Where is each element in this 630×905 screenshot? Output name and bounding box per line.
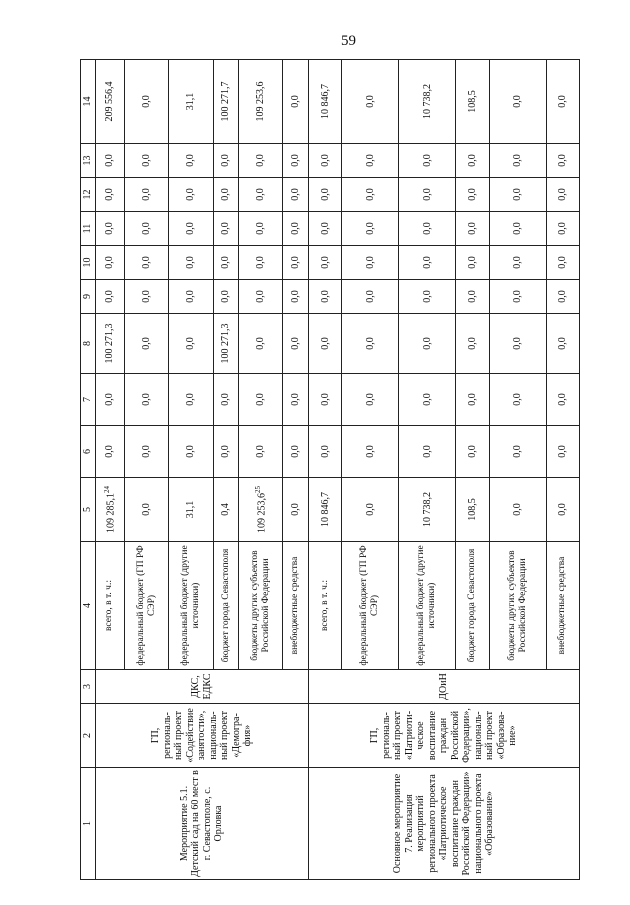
value-text: 0,0 [141, 256, 153, 269]
value-text: 0,0 [255, 337, 267, 350]
footnote-marker: 25 [253, 486, 262, 493]
value-text: 0,0 [557, 445, 569, 458]
value-text: 0,0 [364, 188, 376, 201]
value-cell-col-7 [125, 374, 169, 426]
value-cell-col-11 [239, 212, 283, 246]
value-text: 0,0 [141, 337, 153, 350]
value-text: 0,0 [511, 290, 523, 303]
value-cell-col-11 [95, 212, 125, 246]
value-cell-col-9 [546, 280, 579, 314]
column-number-row [81, 60, 96, 880]
value-cell-col-11 [456, 212, 489, 246]
value-cell-col-8 [546, 314, 579, 374]
value-cell-col-13 [546, 144, 579, 178]
value-cell-col-10 [125, 246, 169, 280]
value-text: 0,0 [421, 222, 433, 235]
value-cell-col-11 [169, 212, 213, 246]
value-text: 109 253,6 [256, 493, 268, 533]
value-cell-col-14 [399, 60, 456, 144]
value-cell-col-7 [169, 374, 213, 426]
value-text: 0,0 [364, 222, 376, 235]
value-cell-col-10 [342, 246, 399, 280]
value-text: 0,0 [466, 393, 478, 406]
value-cell-col-11 [342, 212, 399, 246]
value-cell-col-5 [309, 478, 342, 542]
value-text: 108,5 [466, 90, 478, 113]
funding-source-cell: внебюджетные средства [283, 542, 309, 670]
value-text: 0,0 [290, 256, 302, 269]
value-text: 0,0 [185, 188, 197, 201]
value-text: 0,0 [141, 154, 153, 167]
value-cell-col-7 [546, 374, 579, 426]
value-cell-col-6 [95, 426, 125, 478]
value-text: 0,0 [255, 188, 267, 201]
value-text: 0,0 [141, 503, 153, 516]
column-number-12: 12 [81, 178, 96, 212]
value-cell-col-14 [546, 60, 579, 144]
funding-source-cell: федеральный бюджет (ГП РФ СЭР) [125, 542, 169, 670]
value-cell-col-6 [239, 426, 283, 478]
value-text: 0,0 [220, 188, 232, 201]
value-text: 0,0 [220, 154, 232, 167]
value-text: 100 271,7 [220, 81, 232, 122]
value-cell-col-9 [309, 280, 342, 314]
value-cell-col-6 [456, 426, 489, 478]
value-text: 0,0 [511, 393, 523, 406]
rotated-table-frame [80, 60, 580, 880]
value-text: 209 556,4 [104, 81, 116, 122]
value-cell-col-5 [342, 478, 399, 542]
value-text: 0,0 [364, 290, 376, 303]
value-cell-col-9 [169, 280, 213, 314]
value-text: 0,0 [185, 256, 197, 269]
value-cell-col-12 [309, 178, 342, 212]
value-cell-col-5 [213, 478, 239, 542]
funding-source-cell: федеральный бюджет (другие источники) [169, 542, 213, 670]
funding-source-cell: всего, в т. ч.: [95, 542, 125, 670]
value-cell-col-6 [546, 426, 579, 478]
value-text: 0,0 [255, 290, 267, 303]
value-text: 0,0 [421, 445, 433, 458]
value-text: 0,0 [185, 445, 197, 458]
value-text: 0,0 [141, 188, 153, 201]
value-cell-col-13 [239, 144, 283, 178]
value-cell-col-14 [342, 60, 399, 144]
column-number-5: 5 [81, 478, 96, 542]
executor-cell: ДКС, ЕДКС [95, 670, 309, 704]
value-cell-col-14 [489, 60, 546, 144]
column-number-14: 14 [81, 60, 96, 144]
value-text: 0,0 [421, 393, 433, 406]
value-text: 31,1 [185, 500, 197, 519]
funding-source-cell: бюджет города Севастополя [456, 542, 489, 670]
value-text: 0,0 [319, 445, 331, 458]
value-text: 0,0 [255, 393, 267, 406]
value-text: 0,0 [220, 445, 232, 458]
value-cell-col-10 [489, 246, 546, 280]
value-text: 0,0 [557, 95, 569, 108]
value-text: 0,0 [466, 188, 478, 201]
value-cell-col-12 [546, 178, 579, 212]
funding-source-cell: федеральный бюджет (ГП РФ СЭР) [342, 542, 399, 670]
value-cell-col-12 [489, 178, 546, 212]
value-cell-col-10 [95, 246, 125, 280]
value-cell-col-5 [169, 478, 213, 542]
value-cell-col-12 [95, 178, 125, 212]
value-cell-col-10 [399, 246, 456, 280]
value-text: 0,0 [290, 290, 302, 303]
value-text: 0,0 [104, 256, 116, 269]
value-text: 100 271,3 [220, 323, 232, 364]
value-text: 0,0 [364, 154, 376, 167]
value-cell-col-8 [456, 314, 489, 374]
value-text: 0,0 [466, 445, 478, 458]
value-cell-col-5 [489, 478, 546, 542]
value-cell-col-7 [399, 374, 456, 426]
table-container [80, 60, 580, 880]
value-cell-col-12 [342, 178, 399, 212]
funding-source-cell: федеральный бюджет (другие источники) [399, 542, 456, 670]
value-text: 0,0 [557, 393, 569, 406]
value-cell-col-6 [169, 426, 213, 478]
value-cell-col-5 [546, 478, 579, 542]
value-cell-col-12 [239, 178, 283, 212]
value-text: 0,0 [466, 290, 478, 303]
value-text: 10 738,2 [421, 84, 433, 119]
value-cell-col-7 [239, 374, 283, 426]
value-text: 0,0 [319, 256, 331, 269]
funding-source-cell: всего, в т. ч.: [309, 542, 342, 670]
value-cell-col-14 [125, 60, 169, 144]
value-cell-col-11 [546, 212, 579, 246]
value-text: 0,0 [511, 188, 523, 201]
value-cell-col-7 [309, 374, 342, 426]
value-text: 0,0 [557, 188, 569, 201]
value-text: 0,0 [290, 503, 302, 516]
value-text: 0,0 [466, 256, 478, 269]
value-text: 0,0 [421, 188, 433, 201]
value-cell-col-13 [399, 144, 456, 178]
funding-source-cell: бюджет города Севастополя [213, 542, 239, 670]
value-cell-col-7 [283, 374, 309, 426]
event-cell: Основное мероприятие 7. Реализация мероприятий регионального проекта «Патриотическое воспитание граждан Российской Федерации» национального проекта «Образование» [309, 768, 580, 880]
value-text: 0,0 [511, 154, 523, 167]
column-number-10: 10 [81, 246, 96, 280]
financing-table [80, 59, 580, 880]
value-cell-col-13 [125, 144, 169, 178]
value-text: 0,0 [557, 154, 569, 167]
value-cell-col-9 [342, 280, 399, 314]
value-text: 0,0 [364, 95, 376, 108]
value-cell-col-13 [309, 144, 342, 178]
value-text: 0,0 [557, 222, 569, 235]
value-cell-col-11 [489, 212, 546, 246]
value-cell-col-8 [213, 314, 239, 374]
value-text: 0,0 [364, 337, 376, 350]
value-cell-col-6 [342, 426, 399, 478]
value-text: 0,0 [185, 222, 197, 235]
value-cell-col-8 [489, 314, 546, 374]
value-text: 0,0 [104, 188, 116, 201]
value-text: 0,0 [511, 256, 523, 269]
value-text: 0,0 [255, 256, 267, 269]
value-cell-col-9 [399, 280, 456, 314]
program-cell: ГП, региональ-ный проект «Патриоти-ческое воспитание граждан Российской Федерации», националь-ный проект «Образова-ние» [309, 704, 580, 768]
value-text: 0,0 [290, 95, 302, 108]
value-cell-col-10 [456, 246, 489, 280]
event-cell: Мероприятие 5.1. Детский сад на 60 мест в г. Севастополе, с. Орловка [95, 768, 309, 880]
value-cell-col-11 [309, 212, 342, 246]
value-cell-col-8 [95, 314, 125, 374]
value-cell-col-6 [309, 426, 342, 478]
value-text: 0,0 [557, 256, 569, 269]
value-cell-col-10 [239, 246, 283, 280]
value-cell-col-7 [489, 374, 546, 426]
value-cell-col-8 [399, 314, 456, 374]
value-text: 0,0 [466, 222, 478, 235]
value-text: 109 253,6 [255, 81, 267, 122]
value-text: 0,0 [185, 154, 197, 167]
value-cell-col-6 [399, 426, 456, 478]
value-cell-col-13 [283, 144, 309, 178]
value-text: 10 738,2 [421, 492, 433, 527]
value-cell-col-12 [169, 178, 213, 212]
value-cell-col-10 [283, 246, 309, 280]
value-text: 0,0 [466, 154, 478, 167]
value-text: 0,0 [319, 393, 331, 406]
page-number: 59 [341, 33, 356, 49]
column-number-13: 13 [81, 144, 96, 178]
value-cell-col-9 [239, 280, 283, 314]
value-cell-col-11 [399, 212, 456, 246]
value-cell-col-12 [213, 178, 239, 212]
column-number-4: 4 [81, 542, 96, 670]
value-text: 0,0 [290, 188, 302, 201]
value-cell-col-14 [213, 60, 239, 144]
value-cell-col-5 [399, 478, 456, 542]
value-cell-col-14 [239, 60, 283, 144]
value-cell-col-12 [125, 178, 169, 212]
value-text: 10 846,7 [319, 84, 331, 119]
table-row [95, 60, 125, 880]
value-cell-col-9 [456, 280, 489, 314]
value-text: 0,0 [290, 393, 302, 406]
value-text: 0,0 [364, 256, 376, 269]
value-cell-col-7 [456, 374, 489, 426]
value-cell-col-12 [399, 178, 456, 212]
value-text: 0,0 [290, 445, 302, 458]
funding-source-cell: внебюджетные средства [546, 542, 579, 670]
value-cell-col-8 [309, 314, 342, 374]
value-text: 0,4 [220, 503, 232, 516]
value-text: 0,0 [290, 154, 302, 167]
value-text: 0,0 [104, 290, 116, 303]
value-text: 0,0 [319, 290, 331, 303]
value-text: 0,0 [511, 445, 523, 458]
value-text: 0,0 [421, 256, 433, 269]
value-cell-col-6 [213, 426, 239, 478]
value-cell-col-14 [169, 60, 213, 144]
value-cell-col-5 [125, 478, 169, 542]
value-cell-col-8 [239, 314, 283, 374]
column-number-6: 6 [81, 426, 96, 478]
table-row [309, 60, 342, 880]
value-cell-col-10 [546, 246, 579, 280]
value-text: 0,0 [104, 222, 116, 235]
value-text: 0,0 [364, 445, 376, 458]
value-cell-col-10 [169, 246, 213, 280]
value-cell-col-5 [456, 478, 489, 542]
value-cell-col-9 [489, 280, 546, 314]
column-number-3: 3 [81, 670, 96, 704]
value-cell-col-13 [95, 144, 125, 178]
program-cell: ГП, региональ-ный проект «Содействие занятости», националь-ный проект «Демогра-фия» [95, 704, 309, 768]
value-text: 0,0 [290, 337, 302, 350]
executor-cell: ДОиН [309, 670, 580, 704]
value-text: 0,0 [319, 154, 331, 167]
value-text: 10 846,7 [319, 492, 331, 527]
value-cell-col-6 [489, 426, 546, 478]
value-cell-col-13 [213, 144, 239, 178]
value-cell-col-13 [169, 144, 213, 178]
value-cell-col-6 [283, 426, 309, 478]
value-cell-col-14 [456, 60, 489, 144]
value-text: 0,0 [557, 337, 569, 350]
value-cell-col-12 [283, 178, 309, 212]
value-cell-col-6 [125, 426, 169, 478]
value-cell-col-8 [342, 314, 399, 374]
value-text: 0,0 [185, 337, 197, 350]
value-text: 0,0 [141, 445, 153, 458]
value-cell-col-13 [489, 144, 546, 178]
value-text: 0,0 [255, 222, 267, 235]
value-text: 0,0 [557, 290, 569, 303]
value-text: 0,0 [421, 154, 433, 167]
value-text: 0,0 [220, 222, 232, 235]
value-cell-col-9 [213, 280, 239, 314]
value-text: 0,0 [421, 290, 433, 303]
value-cell-col-11 [125, 212, 169, 246]
value-text: 0,0 [511, 503, 523, 516]
value-cell-col-14 [283, 60, 309, 144]
value-cell-col-5 [283, 478, 309, 542]
value-cell-col-5 [239, 478, 283, 542]
value-text: 0,0 [466, 337, 478, 350]
column-number-8: 8 [81, 314, 96, 374]
value-text: 0,0 [364, 503, 376, 516]
value-text: 0,0 [557, 503, 569, 516]
value-text: 0,0 [220, 256, 232, 269]
value-cell-col-13 [456, 144, 489, 178]
value-text: 109 285,1 [105, 493, 117, 533]
value-text: 0,0 [220, 393, 232, 406]
value-text: 100 271,3 [104, 323, 116, 364]
value-cell-col-11 [283, 212, 309, 246]
funding-source-cell: бюджеты других субъектов Российской Федерации [239, 542, 283, 670]
value-text: 0,0 [220, 290, 232, 303]
value-text: 0,0 [141, 290, 153, 303]
value-text: 0,0 [290, 222, 302, 235]
funding-source-cell: бюджеты других субъектов Российской Федерации [489, 542, 546, 670]
value-text: 0,0 [185, 393, 197, 406]
value-cell-col-9 [95, 280, 125, 314]
value-text: 0,0 [141, 393, 153, 406]
value-text: 0,0 [104, 393, 116, 406]
value-cell-col-9 [125, 280, 169, 314]
value-cell-col-7 [342, 374, 399, 426]
value-cell-col-10 [213, 246, 239, 280]
column-number-11: 11 [81, 212, 96, 246]
value-text: 0,0 [104, 154, 116, 167]
value-cell-col-5 [95, 478, 125, 542]
value-text: 0,0 [511, 222, 523, 235]
column-number-7: 7 [81, 374, 96, 426]
value-cell-col-7 [95, 374, 125, 426]
value-cell-col-12 [456, 178, 489, 212]
value-cell-col-13 [342, 144, 399, 178]
value-text: 0,0 [185, 290, 197, 303]
table-body [95, 60, 580, 880]
value-cell-col-8 [125, 314, 169, 374]
value-text: 0,0 [421, 337, 433, 350]
footnote-marker: 24 [103, 486, 112, 493]
value-text: 0,0 [511, 95, 523, 108]
value-text: 0,0 [319, 222, 331, 235]
value-text: 108,5 [466, 498, 478, 521]
value-cell-col-7 [213, 374, 239, 426]
column-number-1: 1 [81, 768, 96, 880]
value-text: 0,0 [104, 445, 116, 458]
value-cell-col-11 [213, 212, 239, 246]
value-text: 0,0 [511, 337, 523, 350]
value-cell-col-10 [309, 246, 342, 280]
value-text: 0,0 [364, 393, 376, 406]
value-cell-col-14 [95, 60, 125, 144]
value-cell-col-8 [169, 314, 213, 374]
value-text: 0,0 [141, 95, 153, 108]
value-text: 0,0 [255, 154, 267, 167]
value-text: 0,0 [319, 188, 331, 201]
value-cell-col-9 [283, 280, 309, 314]
value-cell-col-8 [283, 314, 309, 374]
column-number-2: 2 [81, 704, 96, 768]
value-cell-col-14 [309, 60, 342, 144]
value-text: 0,0 [141, 222, 153, 235]
value-text: 0,0 [255, 445, 267, 458]
value-text: 31,1 [185, 92, 197, 111]
column-number-9: 9 [81, 280, 96, 314]
value-text: 0,0 [319, 337, 331, 350]
